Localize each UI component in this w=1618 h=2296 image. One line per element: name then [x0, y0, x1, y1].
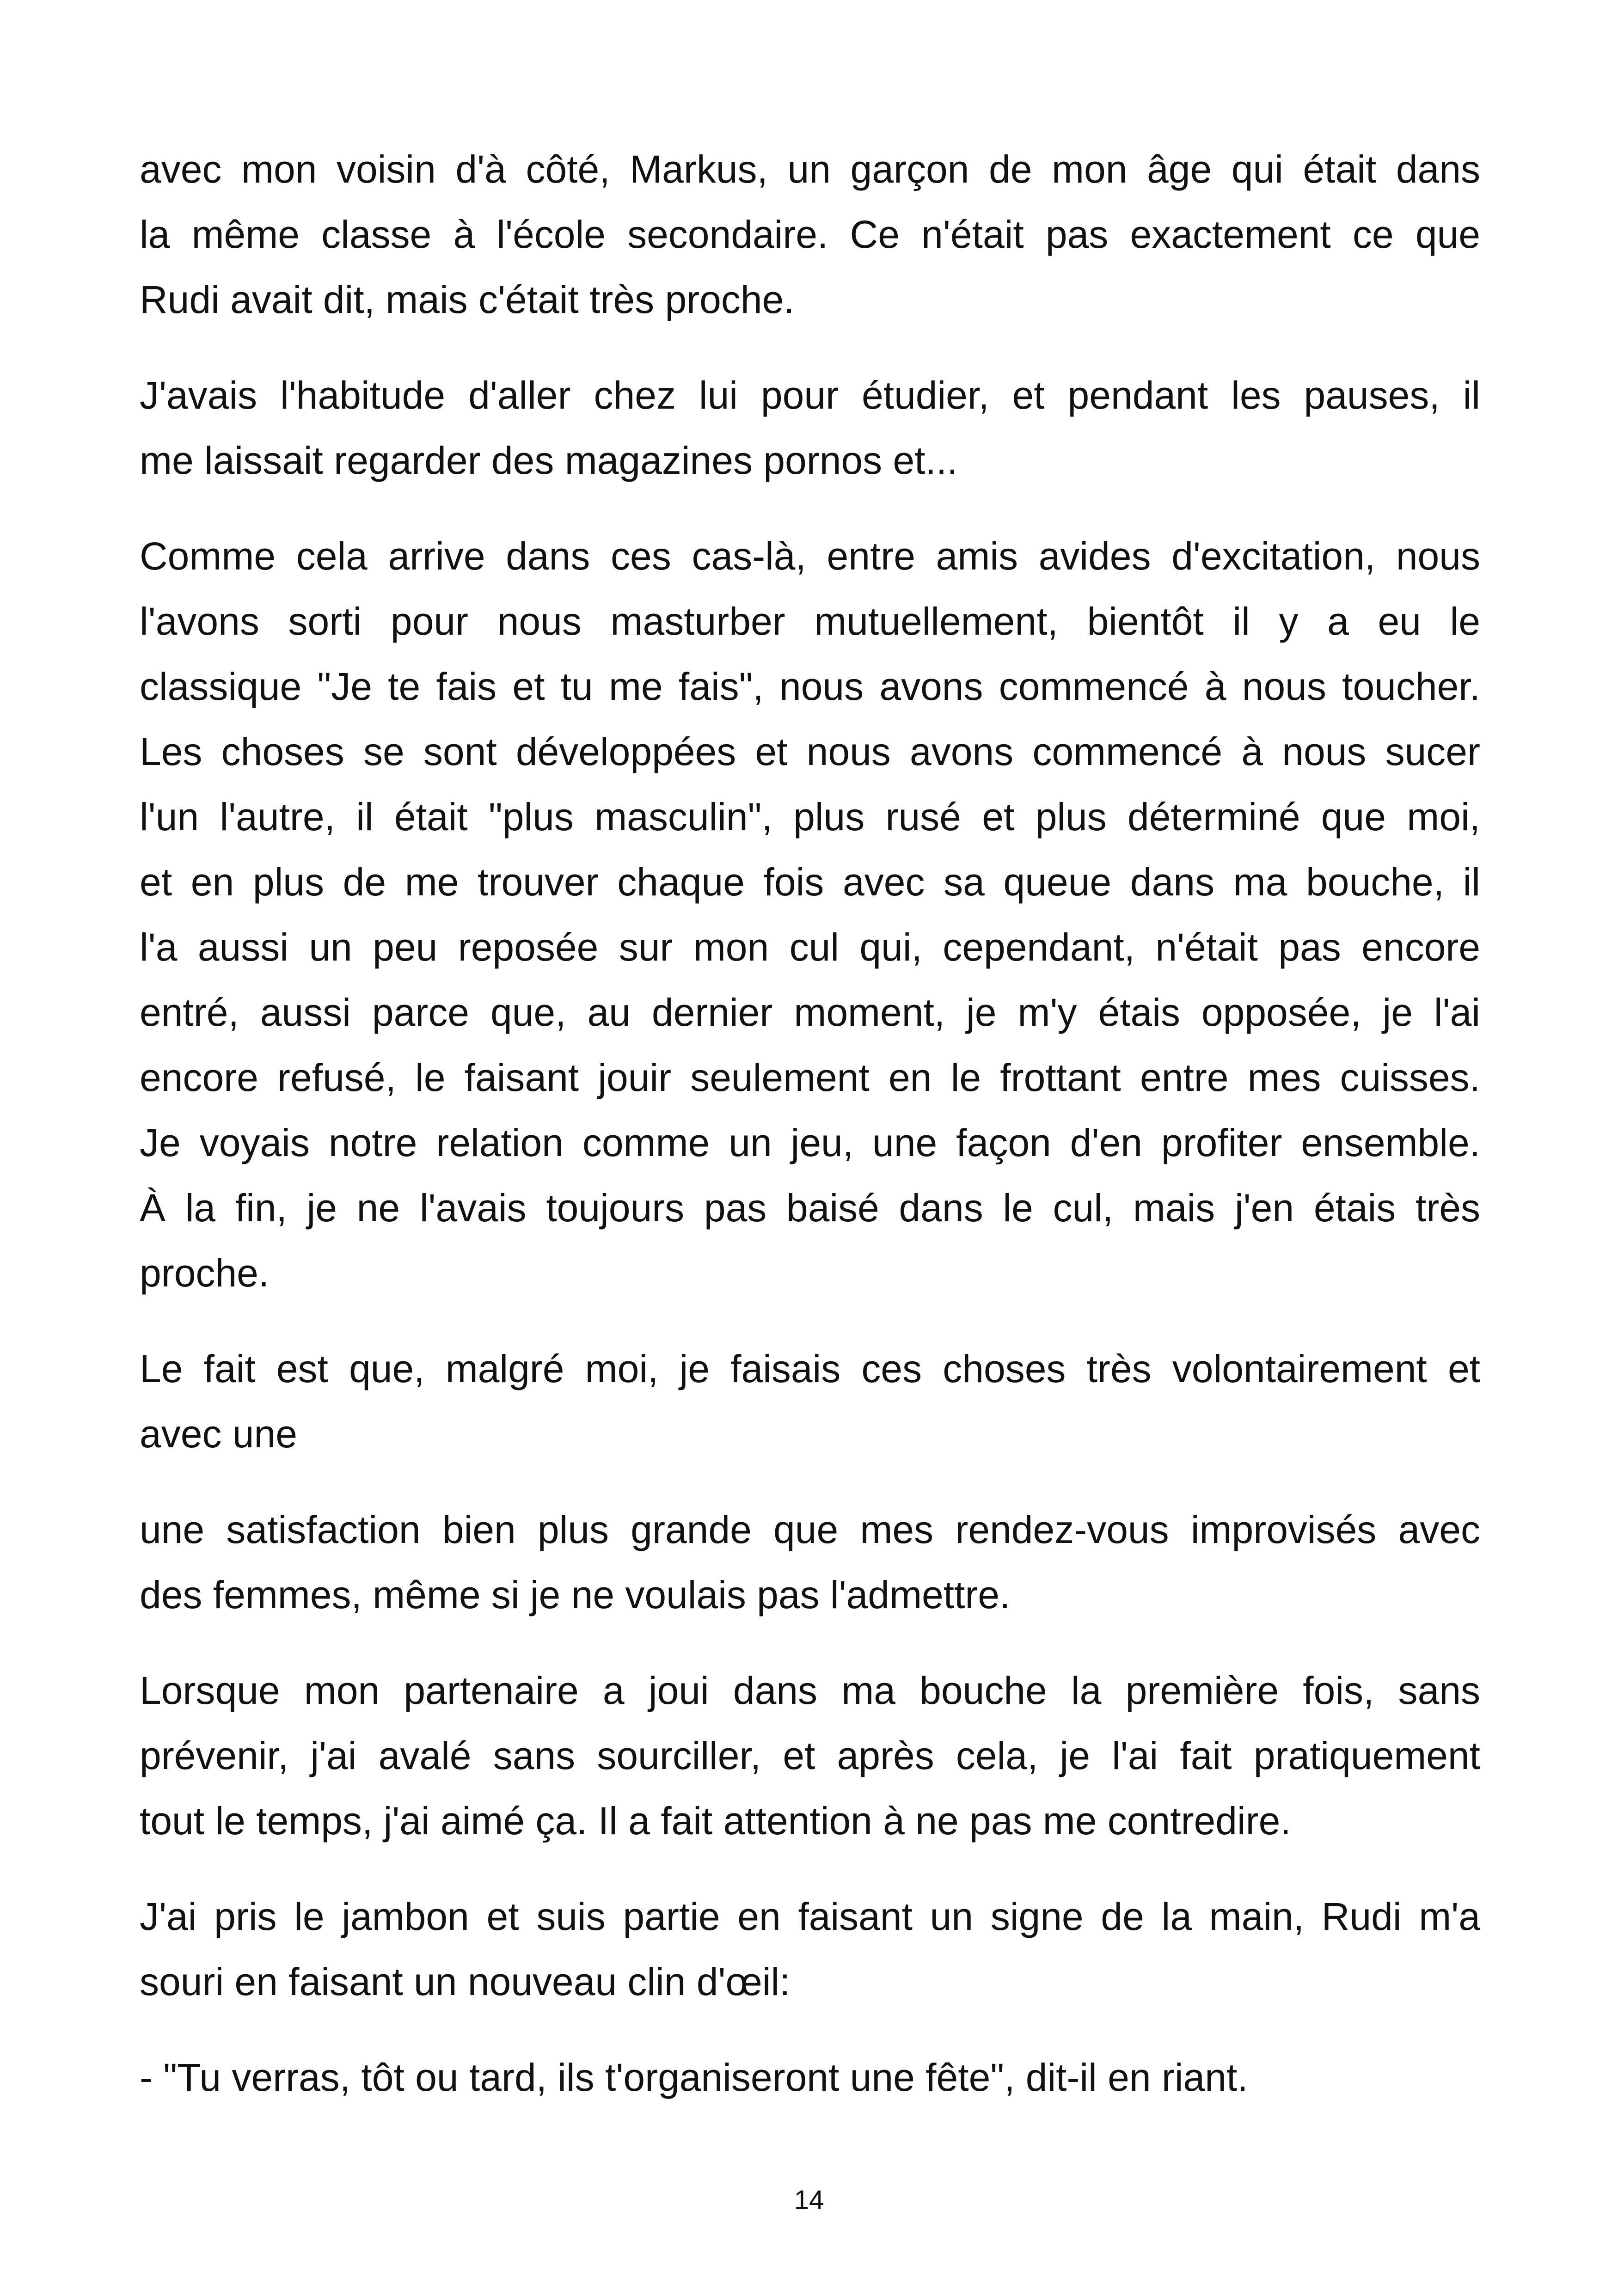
text-line: l'a aussi un peu reposée sur mon cul qui, cependant, n'était pas encore — [140, 925, 1480, 969]
text-line: l'un l'autre, il était "plus masculin", plus rusé et plus déterminé que moi, — [140, 795, 1480, 839]
text-line: J'avais l'habitude d'aller chez lui pour étudier, et pendant les pauses, il — [140, 373, 1480, 417]
text-line: encore refusé, le faisant jouir seulement en le frottant entre mes cuisses. — [140, 1056, 1480, 1099]
text-line: l'avons sorti pour nous masturber mutuellement, bientôt il y a eu le — [140, 600, 1480, 643]
text-line: entré, aussi parce que, au dernier moment, je m'y étais opposée, je l'ai — [140, 991, 1480, 1034]
text-line: avec une — [140, 1412, 297, 1456]
text-line: - "Tu verras, tôt ou tard, ils t'organiseront une fête", dit-il en riant. — [140, 2056, 1248, 2099]
text-line: classique "Je te fais et tu me fais", nous avons commencé à nous toucher. — [140, 665, 1480, 708]
text-line: la même classe à l'école secondaire. Ce n'était pas exactement ce que — [140, 213, 1480, 256]
text-line: prévenir, j'ai avalé sans sourciller, et après cela, je l'ai fait pratiquement — [140, 1734, 1480, 1777]
text-line: À la fin, je ne l'avais toujours pas baisé dans le cul, mais j'en étais très — [140, 1186, 1480, 1230]
paragraph — [140, 1884, 1480, 2014]
text-line: Lorsque mon partenaire a joui dans ma bouche la première fois, sans — [140, 1669, 1480, 1712]
text-line: des femmes, même si je ne voulais pas l'admettre. — [140, 1573, 1011, 1616]
paragraph — [140, 1658, 1480, 1854]
paragraph — [140, 1497, 1480, 1628]
text-line: Rudi avait dit, mais c'était très proche. — [140, 278, 795, 321]
paragraph — [140, 524, 1480, 1306]
text-line: Le fait est que, malgré moi, je faisais ces choses très volontairement et — [140, 1347, 1480, 1390]
body-text — [140, 137, 1480, 2141]
paragraph — [140, 363, 1480, 493]
text-line: tout le temps, j'ai aimé ça. Il a fait attention à ne pas me contredire. — [140, 1799, 1291, 1843]
text-line: me laissait regarder des magazines pornos et... — [140, 439, 958, 482]
text-line: J'ai pris le jambon et suis partie en faisant un signe de la main, Rudi m'a — [140, 1895, 1480, 1938]
text-line: Les choses se sont développées et nous avons commencé à nous sucer — [140, 730, 1480, 773]
text-line: une satisfaction bien plus grande que mes rendez-vous improvisés avec — [140, 1508, 1480, 1551]
paragraph — [140, 2045, 1480, 2110]
text-line: Je voyais notre relation comme un jeu, une façon d'en profiter ensemble. — [140, 1121, 1480, 1164]
paragraph — [140, 137, 1480, 332]
page-number: 14 — [794, 2185, 824, 2215]
text-line: et en plus de me trouver chaque fois avec sa queue dans ma bouche, il — [140, 860, 1480, 904]
text-line: proche. — [140, 1251, 270, 1295]
text-line: avec mon voisin d'à côté, Markus, un garçon de mon âge qui était dans — [140, 147, 1480, 191]
text-line: Comme cela arrive dans ces cas-là, entre amis avides d'excitation, nous — [140, 534, 1480, 578]
text-line: souri en faisant un nouveau clin d'œil: — [140, 1960, 791, 2003]
paragraph — [140, 1336, 1480, 1467]
